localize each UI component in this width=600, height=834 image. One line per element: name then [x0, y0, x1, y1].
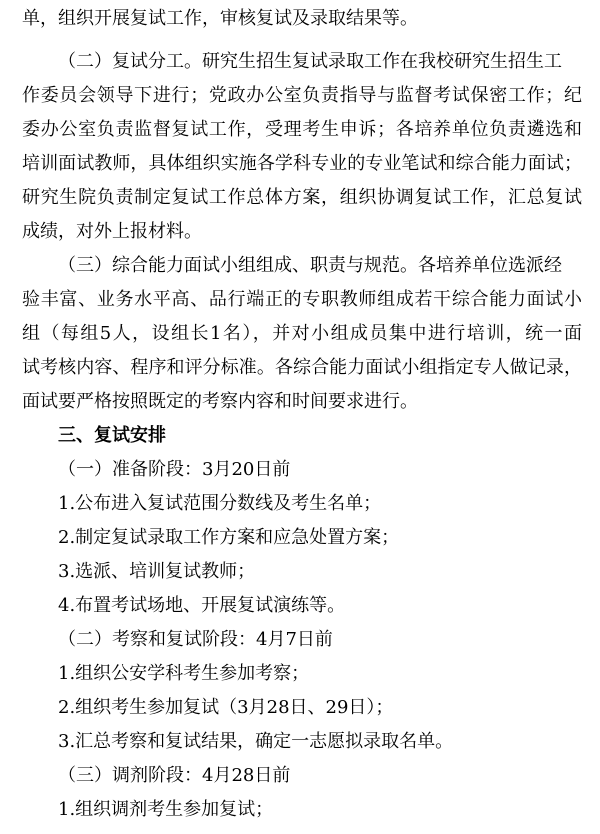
paragraph-2-line-3: 委办公室负责监督复试工作，受理考生申诉；各培养单位负责遴选和 — [22, 119, 582, 140]
stage-2-item-1: 1.组织公安学科考生参加考察； — [58, 663, 310, 684]
stage-1-heading: （一）准备阶段：3月20日前 — [58, 459, 291, 480]
paragraph-2-line-1: （二）复试分工。研究生招生复试录取工作在我校研究生招生工 — [58, 51, 562, 72]
stage-2-item-2: 2.组织考生参加复试（3月28日、29日）； — [58, 697, 394, 718]
paragraph-3-line-4: 试考核内容、程序和评分标准。各综合能力面试小组指定专人做记录， — [22, 357, 582, 378]
stage-1-item-1: 1.公布进入复试范围分数线及考生名单； — [58, 493, 382, 514]
stage-3-item-1: 1.组织调剂考生参加复试； — [58, 799, 274, 820]
paragraph-2-line-6: 成绩，对外上报材料。 — [22, 221, 202, 242]
paragraph-3-line-2: 验丰富、业务水平高、品行端正的专职教师组成若干综合能力面试小 — [22, 289, 582, 310]
section-heading: 三、复试安排 — [58, 425, 166, 446]
stage-2-item-3: 3.汇总考察和复试结果，确定一志愿拟录取名单。 — [58, 731, 454, 752]
paragraph-2-line-5: 研究生院负责制定复试工作总体方案，组织协调复试工作，汇总复试 — [22, 187, 582, 208]
stage-1-item-2: 2.制定复试录取工作方案和应急处置方案； — [58, 527, 400, 548]
stage-1-item-4: 4.布置考试场地、开展复试演练等。 — [58, 595, 346, 616]
stage-3-heading: （三）调剂阶段：4月28日前 — [58, 765, 291, 786]
paragraph-2-line-4: 培训面试教师，具体组织实施各学科专业的专业笔试和综合能力面试； — [22, 153, 582, 174]
stage-1-item-3: 3.选派、培训复试教师； — [58, 561, 256, 582]
paragraph-3-line-3: 组（每组5人，设组长1名），并对小组成员集中进行培训，统一面 — [22, 323, 582, 344]
paragraph-1-continuation-line: 单，组织开展复试工作，审核复试及录取结果等。 — [22, 8, 418, 29]
paragraph-3-line-1: （三）综合能力面试小组组成、职责与规范。各培养单位选派经 — [58, 255, 562, 276]
stage-2-heading: （二）考察和复试阶段：4月7日前 — [58, 629, 333, 650]
paragraph-3-line-5: 面试要严格按照既定的考察内容和时间要求进行。 — [22, 391, 418, 412]
paragraph-2-line-2: 作委员会领导下进行；党政办公室负责指导与监督考试保密工作；纪 — [22, 85, 582, 106]
